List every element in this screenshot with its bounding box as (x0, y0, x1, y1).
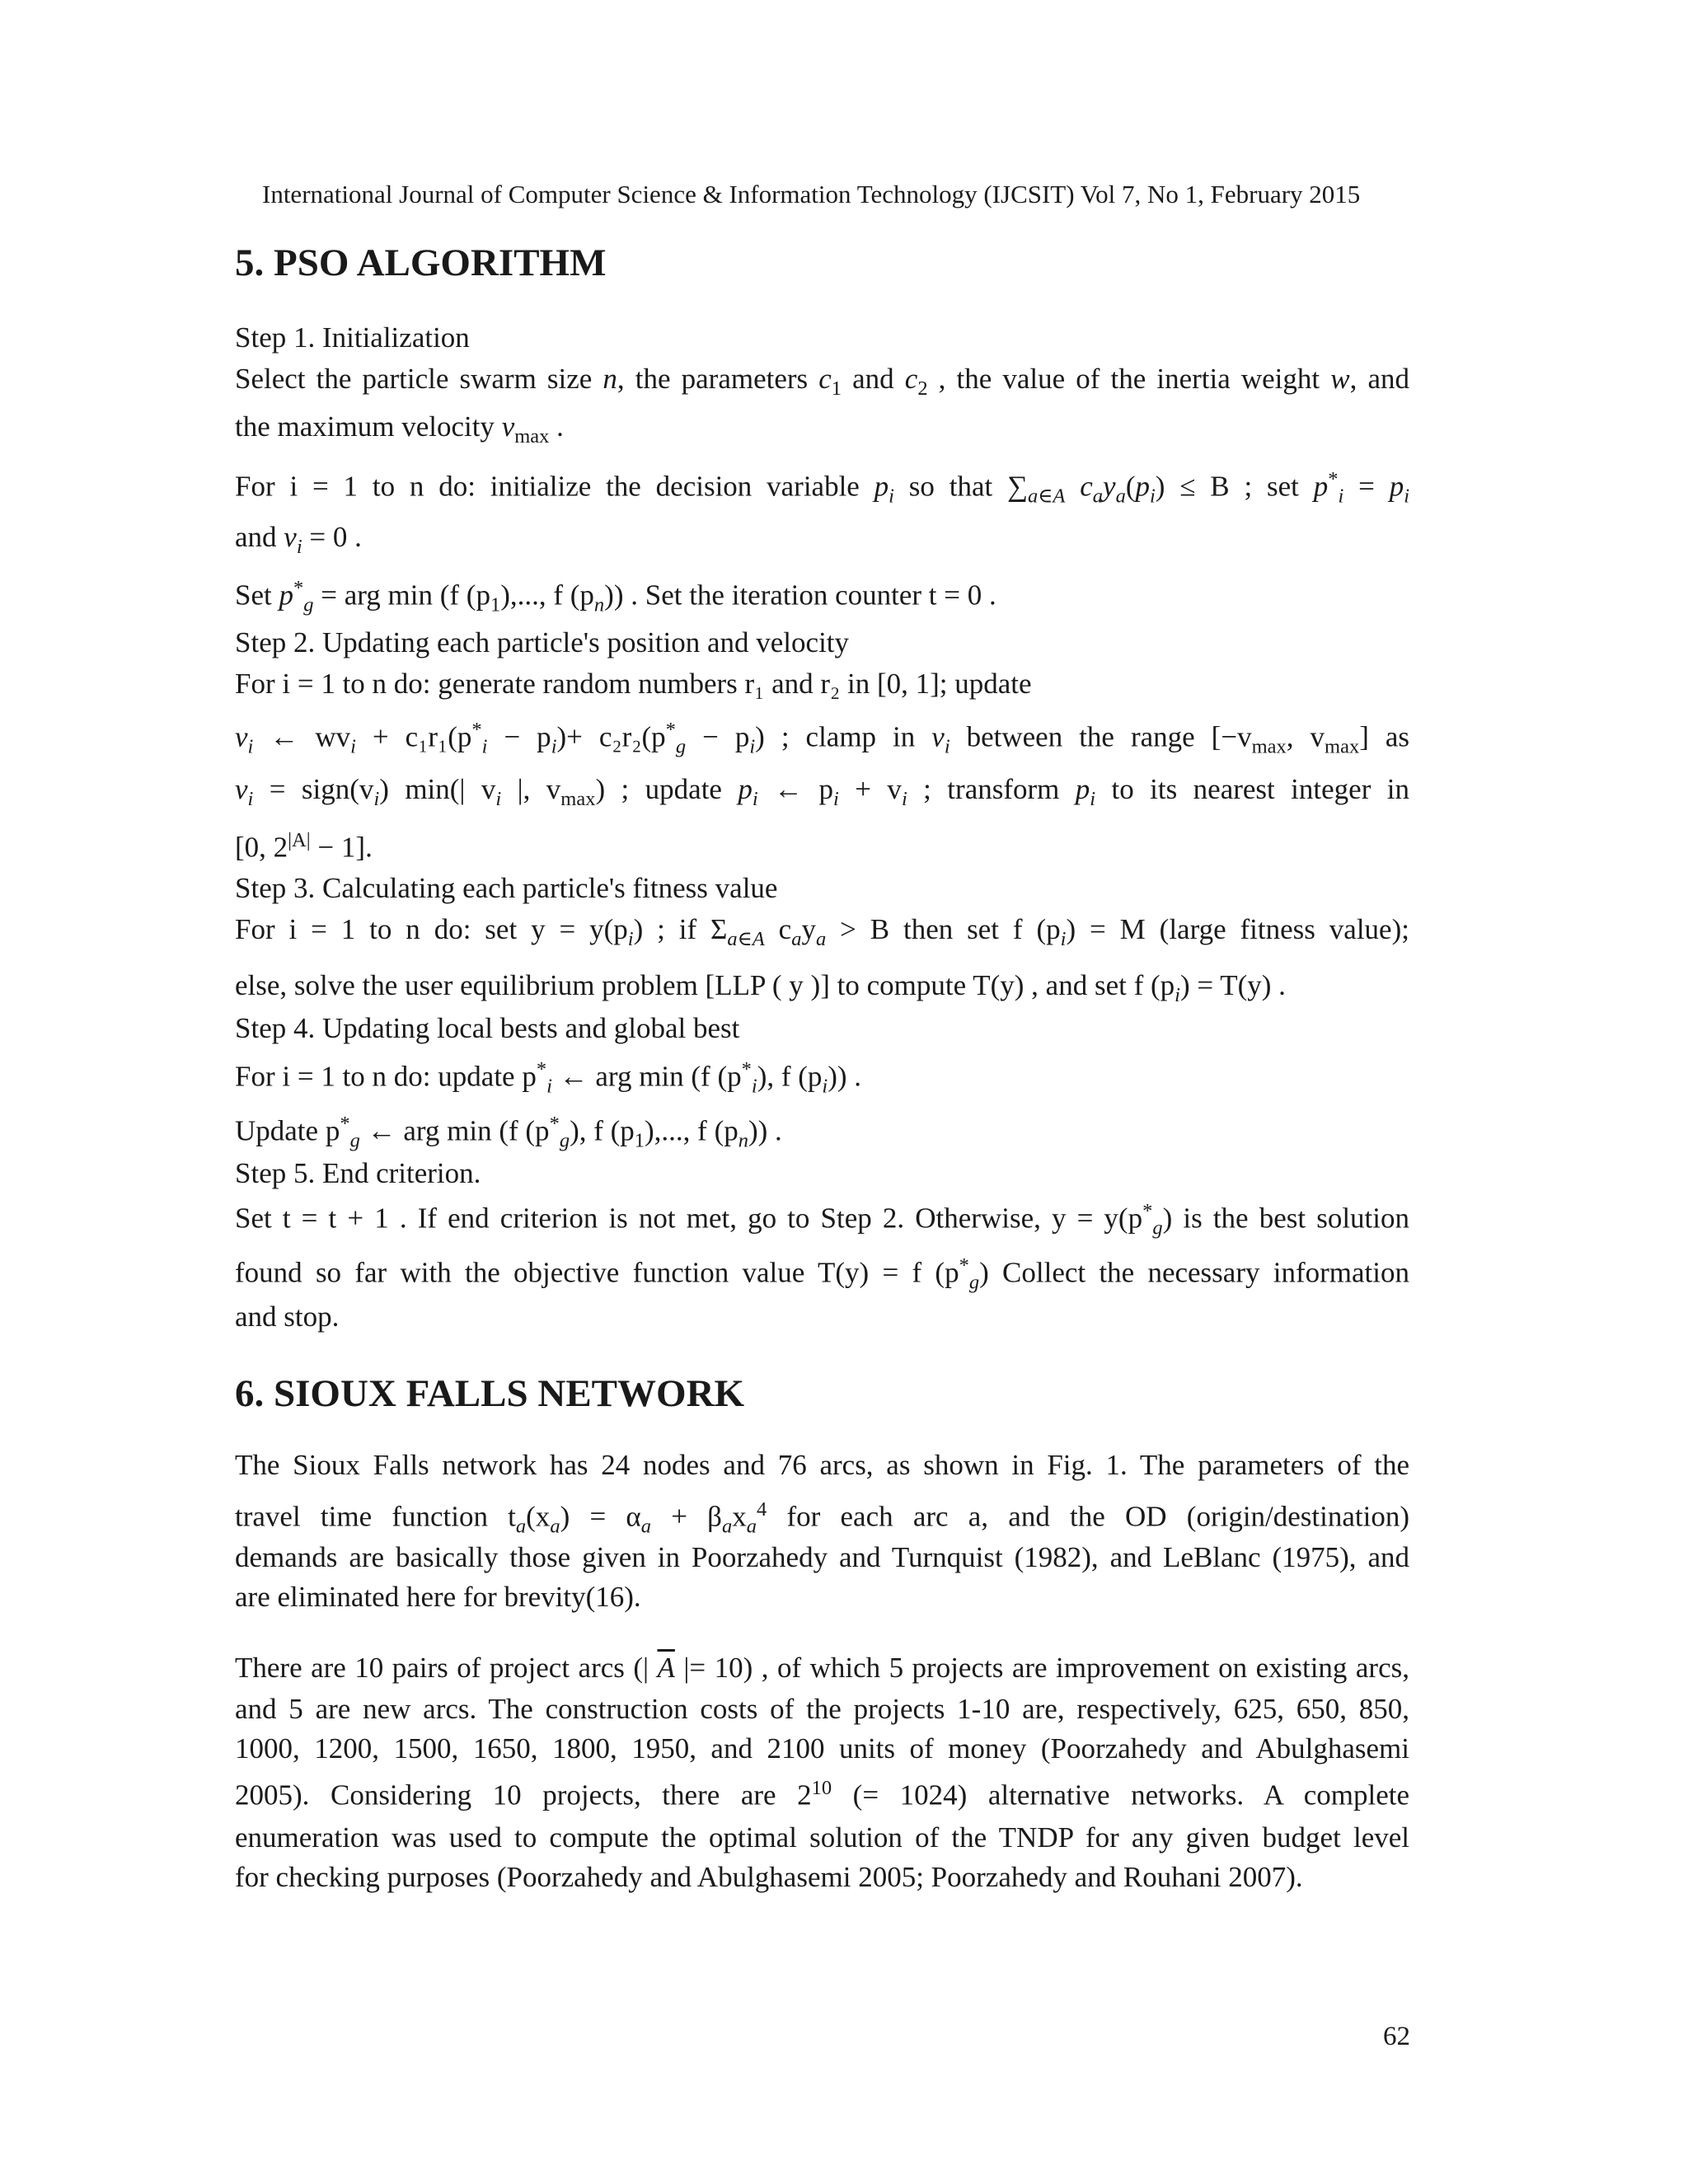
step3-line-b: else, solve the user equilibrium problem [LLP ( y )] to compute T(y) , and set f $(p_i) = T(y)$ . (235, 969, 1286, 1006)
sec6-p2-line-3: 1000, 1200, 1500, 1650, 1800, 1950, and 2100 units of money (Poorzahedy and Abulghasemi (235, 1732, 1409, 1765)
step5-line-c: and stop. (235, 1301, 340, 1333)
sec6-p1-line-4: are eliminated here for brevity(16). (235, 1581, 641, 1613)
section-6-title: 6. SIOUX FALLS NETWORK (235, 1372, 745, 1415)
step5-line-b: found so far with the objective function value T(y) = f $(p^*_g)$ Collect the necessary information (235, 1254, 1410, 1294)
step1-title: Step 1. Initialization (235, 321, 470, 354)
step2-title: Step 2. Updating each particle's position and velocity (235, 626, 850, 658)
sec6-p1-line-1: The Sioux Falls network has 24 nodes and 76 arcs, as shown in Fig. 1. The parameters of the (235, 1449, 1409, 1481)
step1-line-c: For i = 1 to n do: initialize the decision variable $p_i$ so that $\sum_{a\in A}$ $c_ay_a(p_i) \le B$ ; set $p^*_i = p_i$ (235, 468, 1409, 508)
step4-title: Step 4. Updating local bests and global best (235, 1012, 740, 1044)
step4-line-b: Update $p^*_g$ ← arg min (f $(p^*_g)$, f $(p_1)$,..., f $(p_n)$) . (235, 1113, 782, 1152)
step2-line-b: $v_i$ ← $wv_i + c_1r_1(p^*_i - p_i)+ c_2r_2(p^*_g - p_i)$ ; clamp in $v_i$ between the range [$-v_{max}$, $v_{max}$] as (235, 719, 1410, 758)
step4-line-a: For i = 1 to n do: update $p^*_i$ ← arg min (f $(p^*_i)$, f $(p_i)$) . (235, 1058, 862, 1098)
sec6-p1-line-2: travel time function $t_a(x_a) = \alpha_a + \beta_ax_a^4$ for each arc a, and the OD (origin/destination) (235, 1498, 1410, 1538)
step1-line-a: Select the particle swarm size n, the parameters $c_1$ and $c_2$ , the value of the inertia weight w, and (235, 363, 1409, 400)
sec6-p2-line-5: enumeration was used to compute the optimal solution of the TNDP for any given budget level (235, 1821, 1409, 1854)
step5-line-a: Set t = t + 1 . If end criterion is not met, go to Step 2. Otherwise, $y = y(p^*_g)$ is the best solution (235, 1200, 1409, 1240)
section-5-title: 5. PSO ALGORITHM (235, 241, 607, 284)
page-number: 62 (1383, 2022, 1410, 2051)
sec6-p1-line-3: demands are basically those given in Poorzahedy and Turnquist (1982), and LeBlanc (1975), and (235, 1541, 1409, 1573)
sec6-p2-line-4: 2005). Considering 10 projects, there are $2^{10}$ (= 1024) alternative networks. A complete (235, 1777, 1409, 1811)
step1-line-e: Set $p^*_g$ = arg min (f $(p_1)$,..., f $(p_n)$) . Set the iteration counter t = 0 . (235, 577, 996, 616)
step1-line-b: the maximum velocity $v_{max}$ . (235, 410, 564, 448)
step2-line-c: $v_i$ = $sign(v_i)$ min(| $v_i$ |, $v_{max}$) ; update $p_i$ ← $p_i + v_i$ ; transform $p_i$ to its nearest integer in (235, 773, 1409, 810)
step3-line-a: For i = 1 to n do: set $y = y(p_i)$ ; if $\Sigma_{a\in A}$ $c_ay_a > B$ then set f $(p_i) = M$ (large fitness value); (235, 913, 1409, 950)
step2-line-d: [0, $2^{|A|} - 1$]. (235, 829, 373, 864)
step2-line-a: For i = 1 to n do: generate random numbers r₁ and r₂ in [0, 1]; update (235, 668, 1032, 700)
sec6-p2-line-6: for checking purposes (Poorzahedy and Abulghasemi 2005; Poorzahedy and Rouhani 2007). (235, 1861, 1303, 1893)
sec6-p2-line-2: and 5 are new arcs. The construction costs of the projects 1-10 are, respectively, 625, 650, 850, (235, 1693, 1409, 1725)
step1-line-d: and $v_i = 0$ . (235, 521, 362, 558)
journal-header: International Journal of Computer Science & Information Technology (IJCSIT) Vol 7, No 1, February 2015 (262, 180, 1361, 209)
sec6-p2-line-1: There are 10 pairs of project arcs (| $\overline{A}$ |= 10) , of which 5 projects are improvement on existing arcs, (235, 1652, 1409, 1684)
step3-title: Step 3. Calculating each particle's fitness value (235, 872, 778, 904)
step5-title: Step 5. End criterion. (235, 1157, 481, 1189)
